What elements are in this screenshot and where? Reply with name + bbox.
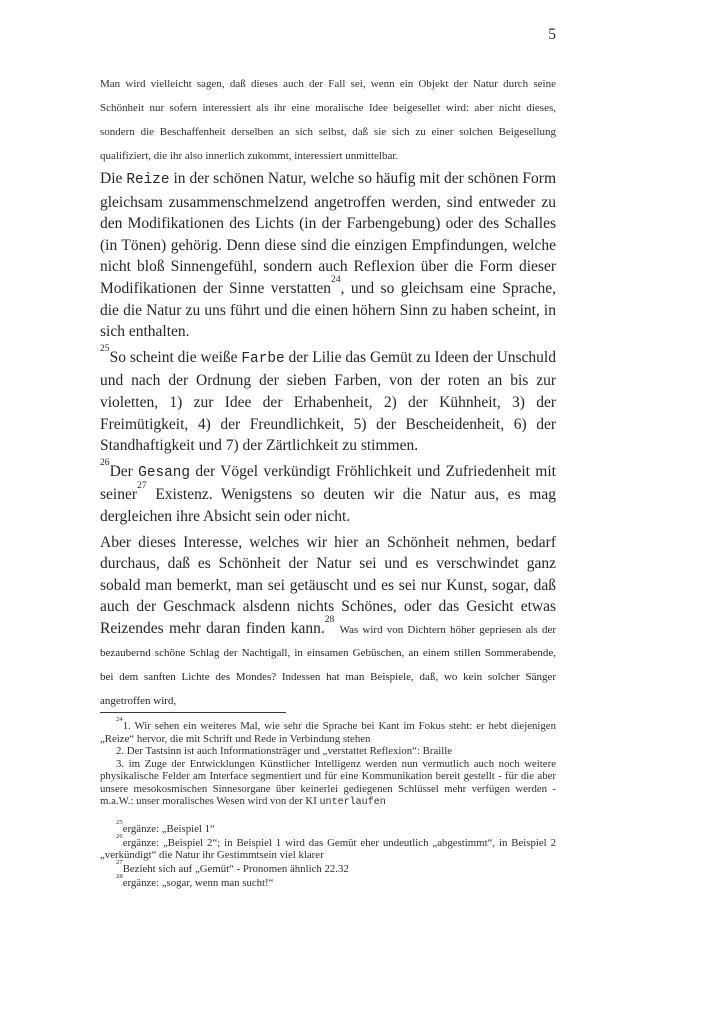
- footnote-mark-26: 26: [116, 832, 123, 840]
- body-paragraph: $^{26}$Der Gesang der Vögel verkündigt Fröhlichkeit und Zufriedenheit mit seiner$^{27}$ Existenz. Wenigstens so deuten wir die Natur aus, es mag dergleichen ihre Absicht sein oder nicht.: [100, 456, 556, 525]
- footnote-24: [100, 716, 556, 810]
- footnote-mark-24: 24: [116, 716, 123, 724]
- typewriter-term: Reize: [126, 172, 170, 188]
- footnotes-section: [100, 712, 556, 890]
- footnote-part: $^{25}$ergänze: „Beispiel 1“: [116, 818, 215, 835]
- footnote-part: 2. Der Tastsinn ist auch Informationsträger und „verstattet Reflexion“: Braille: [116, 745, 453, 758]
- typewriter-term: unterlaufen: [319, 797, 386, 809]
- footnote-ref-24: 24: [331, 274, 341, 286]
- quote-block: Man wird vielleicht sagen, daß dieses auch der Fall sei, wenn ein Objekt der Natur durch seine Schönheit nur sofern interessiert als ihr eine moralische Idee beigesellet wird: aber nicht dieses, sondern die Beschaffenheit derselben an sich selbst, daß sie sich zu einer solchen Beigesellung qualifiziert, die ihr also innerlich zukommt, interessiert unmittelbar.: [100, 78, 556, 162]
- footnote-list: [100, 716, 556, 890]
- footnote-ref-26: 26: [100, 456, 110, 468]
- footnote-mark-25: 25: [116, 818, 123, 826]
- footnote-27: [100, 859, 556, 876]
- footnote-mark-28: 28: [116, 873, 123, 881]
- footnote-ref-25: 25: [100, 342, 110, 354]
- inline-small-text: Was wird von Dichtern höher gepriesen als der bezaubernd schöne Schlag der Nachtigall, in einsamen Gebüschen, an einem stillen Sommerabende, bei dem sanften Lichte des Mondes? Indessen hat man Beispiele, daß, wo kein solcher Sänger angetroffen wird,: [100, 623, 556, 707]
- footnote-part: $^{26}$ergänze: „Beispiel 2“; in Beispiel 1 wird das Gemüt eher undeutlich „abgestimmt“, in Beispiel 2 „verkündigt“ die Natur ihr Gestimmtsein viel klarer: [100, 832, 556, 862]
- body-text: [100, 168, 556, 712]
- footnote-26: [100, 832, 556, 862]
- footnote-rule: [100, 712, 286, 713]
- typewriter-term: Farbe: [241, 350, 285, 367]
- footnote-mark-27: 27: [116, 859, 123, 867]
- typewriter-term: Gesang: [138, 464, 191, 481]
- footnote-ref-27: 27: [137, 480, 147, 492]
- footnote-28: [100, 873, 556, 890]
- footnote-part: $^{28}$ergänze: „sogar, wenn man sucht!“: [116, 873, 274, 890]
- page-number: 5: [548, 26, 556, 43]
- footnote-25: [100, 818, 556, 836]
- body-paragraph: Die Reize in der schönen Natur, welche so häufig mit der schönen Form gleichsam zusammenschmelzend angetroffen werden, sind entweder zu den Modifikationen des Lichts (in der Farbengebung) oder des Schalles (in Tönen) gehörig. Denn diese sind die einzigen Empfindungen, welche nicht bloß Sinnengefühl, sondern auch Reflexion über die Form dieser Modifikationen der Sinne verstatten$^{24}$, und so gleichsam eine Sprache, die die Natur zu uns führt und die einen höhern Sinn zu haben scheint, in sich enthalten.: [100, 170, 557, 341]
- footnote-part: $^{27}$Bezieht sich auf „Gemüt“ - Pronomen ähnlich 22.32: [116, 859, 349, 876]
- body-paragraph: Aber dieses Interesse, welches wir hier an Schönheit nehmen, bedarf durchaus, daß es Schönheit der Natur sei und es verschwindet ganz sobald man bemerkt, man sei getäuscht und es sei nur Kunst, sogar, daß auch der Geschmack alsdenn nichts Schönes, oder das Gesicht etwas Reizendes mehr daran finden kann.$^{28}$ Was wird von Dichtern höher gepriesen als der bezaubernd schöne Schlag der Nachtigall, in einsamen Gebüschen, an einem stillen Sommerabende, bei dem sanften Lichte des Mondes? Indessen hat man Beispiele, daß, wo kein solcher Sänger angetroffen wird,: [100, 533, 556, 707]
- footnote-ref-28: 28: [324, 613, 335, 625]
- footnote-part: $^{24}$1. Wir sehen ein weiteres Mal, wie sehr die Sprache bei Kant im Fokus steht: er hebt diejenigen „Reize“ hervor, die mit Schrift und Rede in Verbindung stehen: [100, 716, 556, 745]
- footnote-part: 3. im Zuge der Entwicklungen Künstlicher Intelligenz werden nun vermutlich auch noch weitere physikalische Felder am Interface segmentiert und für eine Kommunikation bereit gestellt - für die aber unsere mesokosmischen Sinnesorgane über keinerlei gediegenen Schlüssel mehr verfügen werden - m.a.W.: unser moralisches Wesen wird von der KI unterlaufen: [100, 757, 556, 809]
- body-paragraph: $^{25}$So scheint die weiße Farbe der Lilie das Gemüt zu Ideen der Unschuld und nach der Ordnung der sieben Farben, von der roten an bis zur violetten, 1) zur Idee der Erhabenheit, 2) der Kühnheit, 3) der Freimütigkeit, 4) der Freundlichkeit, 5) der Bescheidenheit, 6) der Standhaftigkeit und 7) der Zärtlichkeit zu stimmen.: [100, 342, 556, 455]
